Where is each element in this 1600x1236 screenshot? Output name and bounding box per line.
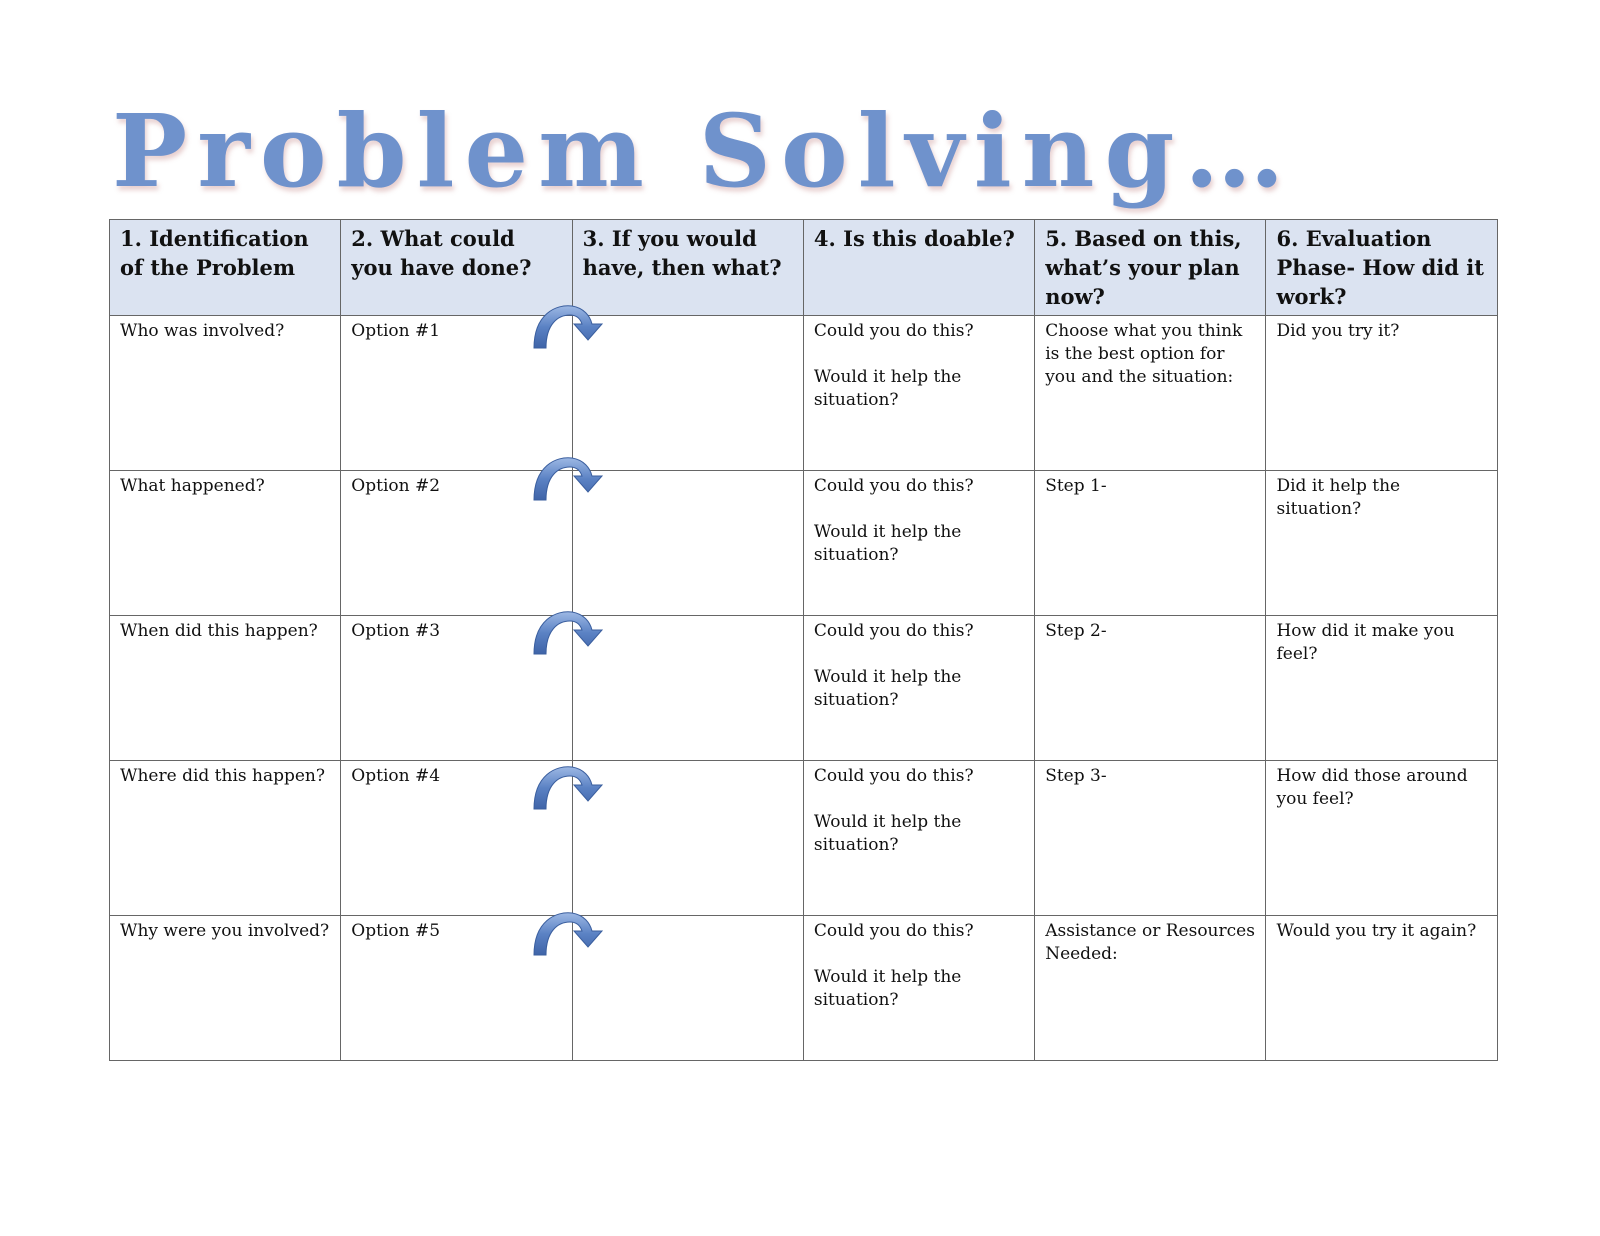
- option-cell: Option #2: [341, 471, 572, 616]
- help-question: Would it help the situation?: [813, 812, 962, 855]
- identification-cell: Who was involved?: [110, 316, 341, 471]
- plan-cell: Step 1-: [1035, 471, 1266, 616]
- help-question: Would it help the situation?: [813, 667, 962, 710]
- doable-cell: [803, 916, 1034, 1061]
- doable-cell: [803, 471, 1034, 616]
- curved-arrow-icon: [530, 761, 610, 813]
- evaluation-cell: Did it help the situation?: [1266, 471, 1497, 616]
- table-row: [110, 761, 1498, 916]
- doable-question: Could you do this?: [813, 476, 974, 496]
- header-evaluation: 6. Evaluation Phase- How did it work?: [1266, 220, 1497, 316]
- doable-cell: [803, 616, 1034, 761]
- evaluation-cell: How did those around you feel?: [1266, 761, 1497, 916]
- help-question: Would it help the situation?: [813, 367, 962, 410]
- plan-cell: Step 2-: [1035, 616, 1266, 761]
- option-cell: Option #5: [341, 916, 572, 1061]
- header-options: 2. What could you have done?: [341, 220, 572, 316]
- option-cell: Option #4: [341, 761, 572, 916]
- doable-question: Could you do this?: [813, 766, 974, 786]
- option-cell: Option #1: [341, 316, 572, 471]
- plan-cell: Step 3-: [1035, 761, 1266, 916]
- header-plan: 5. Based on this, what’s your plan now?: [1035, 220, 1266, 316]
- doable-cell: [803, 761, 1034, 916]
- header-row: [110, 220, 1498, 316]
- table-row: [110, 316, 1498, 471]
- help-question: Would it help the situation?: [813, 967, 962, 1010]
- option-cell: Option #3: [341, 616, 572, 761]
- evaluation-cell: Did you try it?: [1266, 316, 1497, 471]
- curved-arrow-icon: [530, 606, 610, 658]
- doable-cell: [803, 316, 1034, 471]
- table-row: [110, 471, 1498, 616]
- curved-arrow-icon: [530, 300, 610, 352]
- identification-cell: What happened?: [110, 471, 341, 616]
- curved-arrow-icon: [530, 907, 610, 959]
- identification-cell: Where did this happen?: [110, 761, 341, 916]
- problem-solving-table: [109, 219, 1498, 1061]
- plan-cell: Assistance or Resources Needed:: [1035, 916, 1266, 1061]
- curved-arrow-icon: [530, 452, 610, 504]
- identification-cell: Why were you involved?: [110, 916, 341, 1061]
- plan-cell: Choose what you think is the best option for you and the situation:: [1035, 316, 1266, 471]
- doable-question: Could you do this?: [813, 921, 974, 941]
- header-identification: 1. Identification of the Problem: [110, 220, 341, 316]
- evaluation-cell: Would you try it again?: [1266, 916, 1497, 1061]
- table-row: [110, 916, 1498, 1061]
- evaluation-cell: How did it make you feel?: [1266, 616, 1497, 761]
- doable-question: Could you do this?: [813, 321, 974, 341]
- doable-question: Could you do this?: [813, 621, 974, 641]
- identification-cell: When did this happen?: [110, 616, 341, 761]
- table-row: [110, 616, 1498, 761]
- header-consequences: 3. If you would have, then what?: [572, 220, 803, 316]
- header-doable: 4. Is this doable?: [803, 220, 1034, 316]
- page-title: Problem Solving…: [112, 92, 1295, 210]
- help-question: Would it help the situation?: [813, 522, 962, 565]
